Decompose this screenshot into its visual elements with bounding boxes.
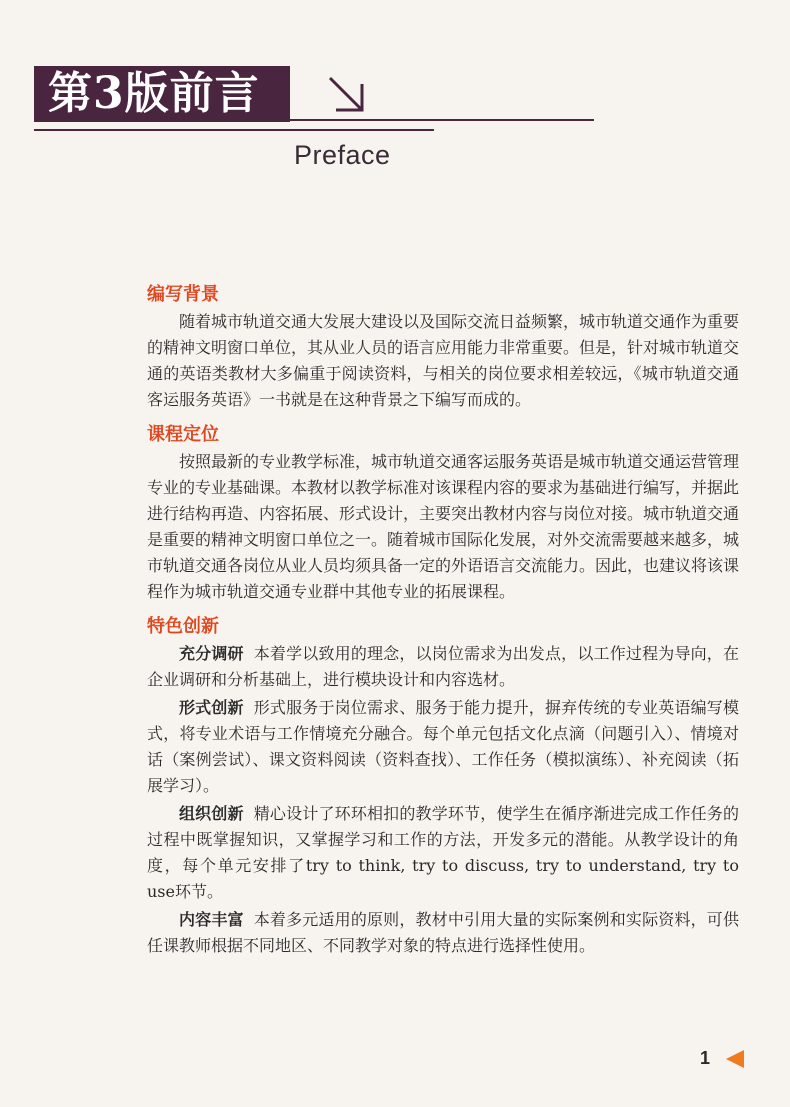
feature-text: 精心设计了环环相扣的教学环节，使学生在循序渐进完成工作任务的过程中既掌握知识，又掌握学习和工作的方法，开发多元的潜能。从教学设计的角度，每个单元安排了try to think, try to discuss, try to understand, try to use环节。 [147, 804, 739, 901]
page-title: 第3版前言 [48, 68, 260, 119]
arrow-left-icon [724, 1048, 746, 1070]
feature-text: 本着学以致用的理念，以岗位需求为出发点，以工作过程为导向，在企业调研和分析基础上，进行模块设计和内容选材。 [147, 644, 739, 689]
section-paragraph: 按照最新的专业教学标准，城市轨道交通客运服务英语是城市轨道交通运营管理专业的专业基础课。本教材以教学标准对该课程内容的要求为基础进行编写，并据此进行结构再造、内容拓展、形式设计，主要突出教材内容与岗位对接。城市轨道交通是重要的精神文明窗口单位之一。随着城市国际化发展，对外交流需要越来越多，城市轨道交通各岗位从业人员均须具备一定的外语语言交流能力。因此，也建议将该课程作为城市轨道交通专业群中其他专业的拓展课程。 [147, 452, 740, 601]
feature-keyword: 形式创新 [179, 698, 244, 717]
title-block [34, 66, 290, 122]
section-features [147, 613, 739, 959]
page-subtitle: Preface [294, 140, 391, 170]
preface-body [147, 281, 739, 967]
feature-item [147, 907, 739, 959]
title-rule-top [34, 119, 594, 121]
section-heading: 特色创新 [147, 616, 219, 637]
section-paragraph: 随着城市轨道交通大发展大建设以及国际交流日益频繁，城市轨道交通作为重要的精神文明窗口单位，其从业人员的语言应用能力非常重要。但是，针对城市轨道交通的英语类教材大多偏重于阅读资料，与相关的岗位要求相差较远，《城市轨道交通客运服务英语》一书就是在这种背景之下编写而成的。 [147, 312, 740, 409]
section-heading: 课程定位 [147, 424, 219, 445]
feature-keyword: 内容丰富 [179, 910, 244, 929]
arrow-down-right-icon [322, 68, 374, 120]
section-course-positioning [147, 421, 739, 605]
feature-keyword: 组织创新 [179, 804, 244, 823]
section-heading: 编写背景 [147, 284, 219, 305]
feature-text: 形式服务于岗位需求、服务于能力提升，摒弃传统的专业英语编写模式，将专业术语与工作情境充分融合。每个单元包括文化点滴（问题引入）、情境对话（案例尝试）、课文资料阅读（资料查找）、工作任务（模拟演练）、补充阅读（拓展学习）。 [147, 698, 739, 795]
feature-keyword: 充分调研 [179, 644, 244, 663]
page-number: 1 [700, 1048, 711, 1068]
title-rule-bottom [34, 129, 434, 131]
feature-text: 本着多元适用的原则，教材中引用大量的实际案例和实际资料，可供任课教师根据不同地区、不同教学对象的特点进行选择性使用。 [147, 910, 739, 955]
feature-item [147, 641, 739, 693]
feature-item [147, 695, 739, 799]
section-background [147, 281, 739, 413]
feature-item [147, 801, 739, 905]
